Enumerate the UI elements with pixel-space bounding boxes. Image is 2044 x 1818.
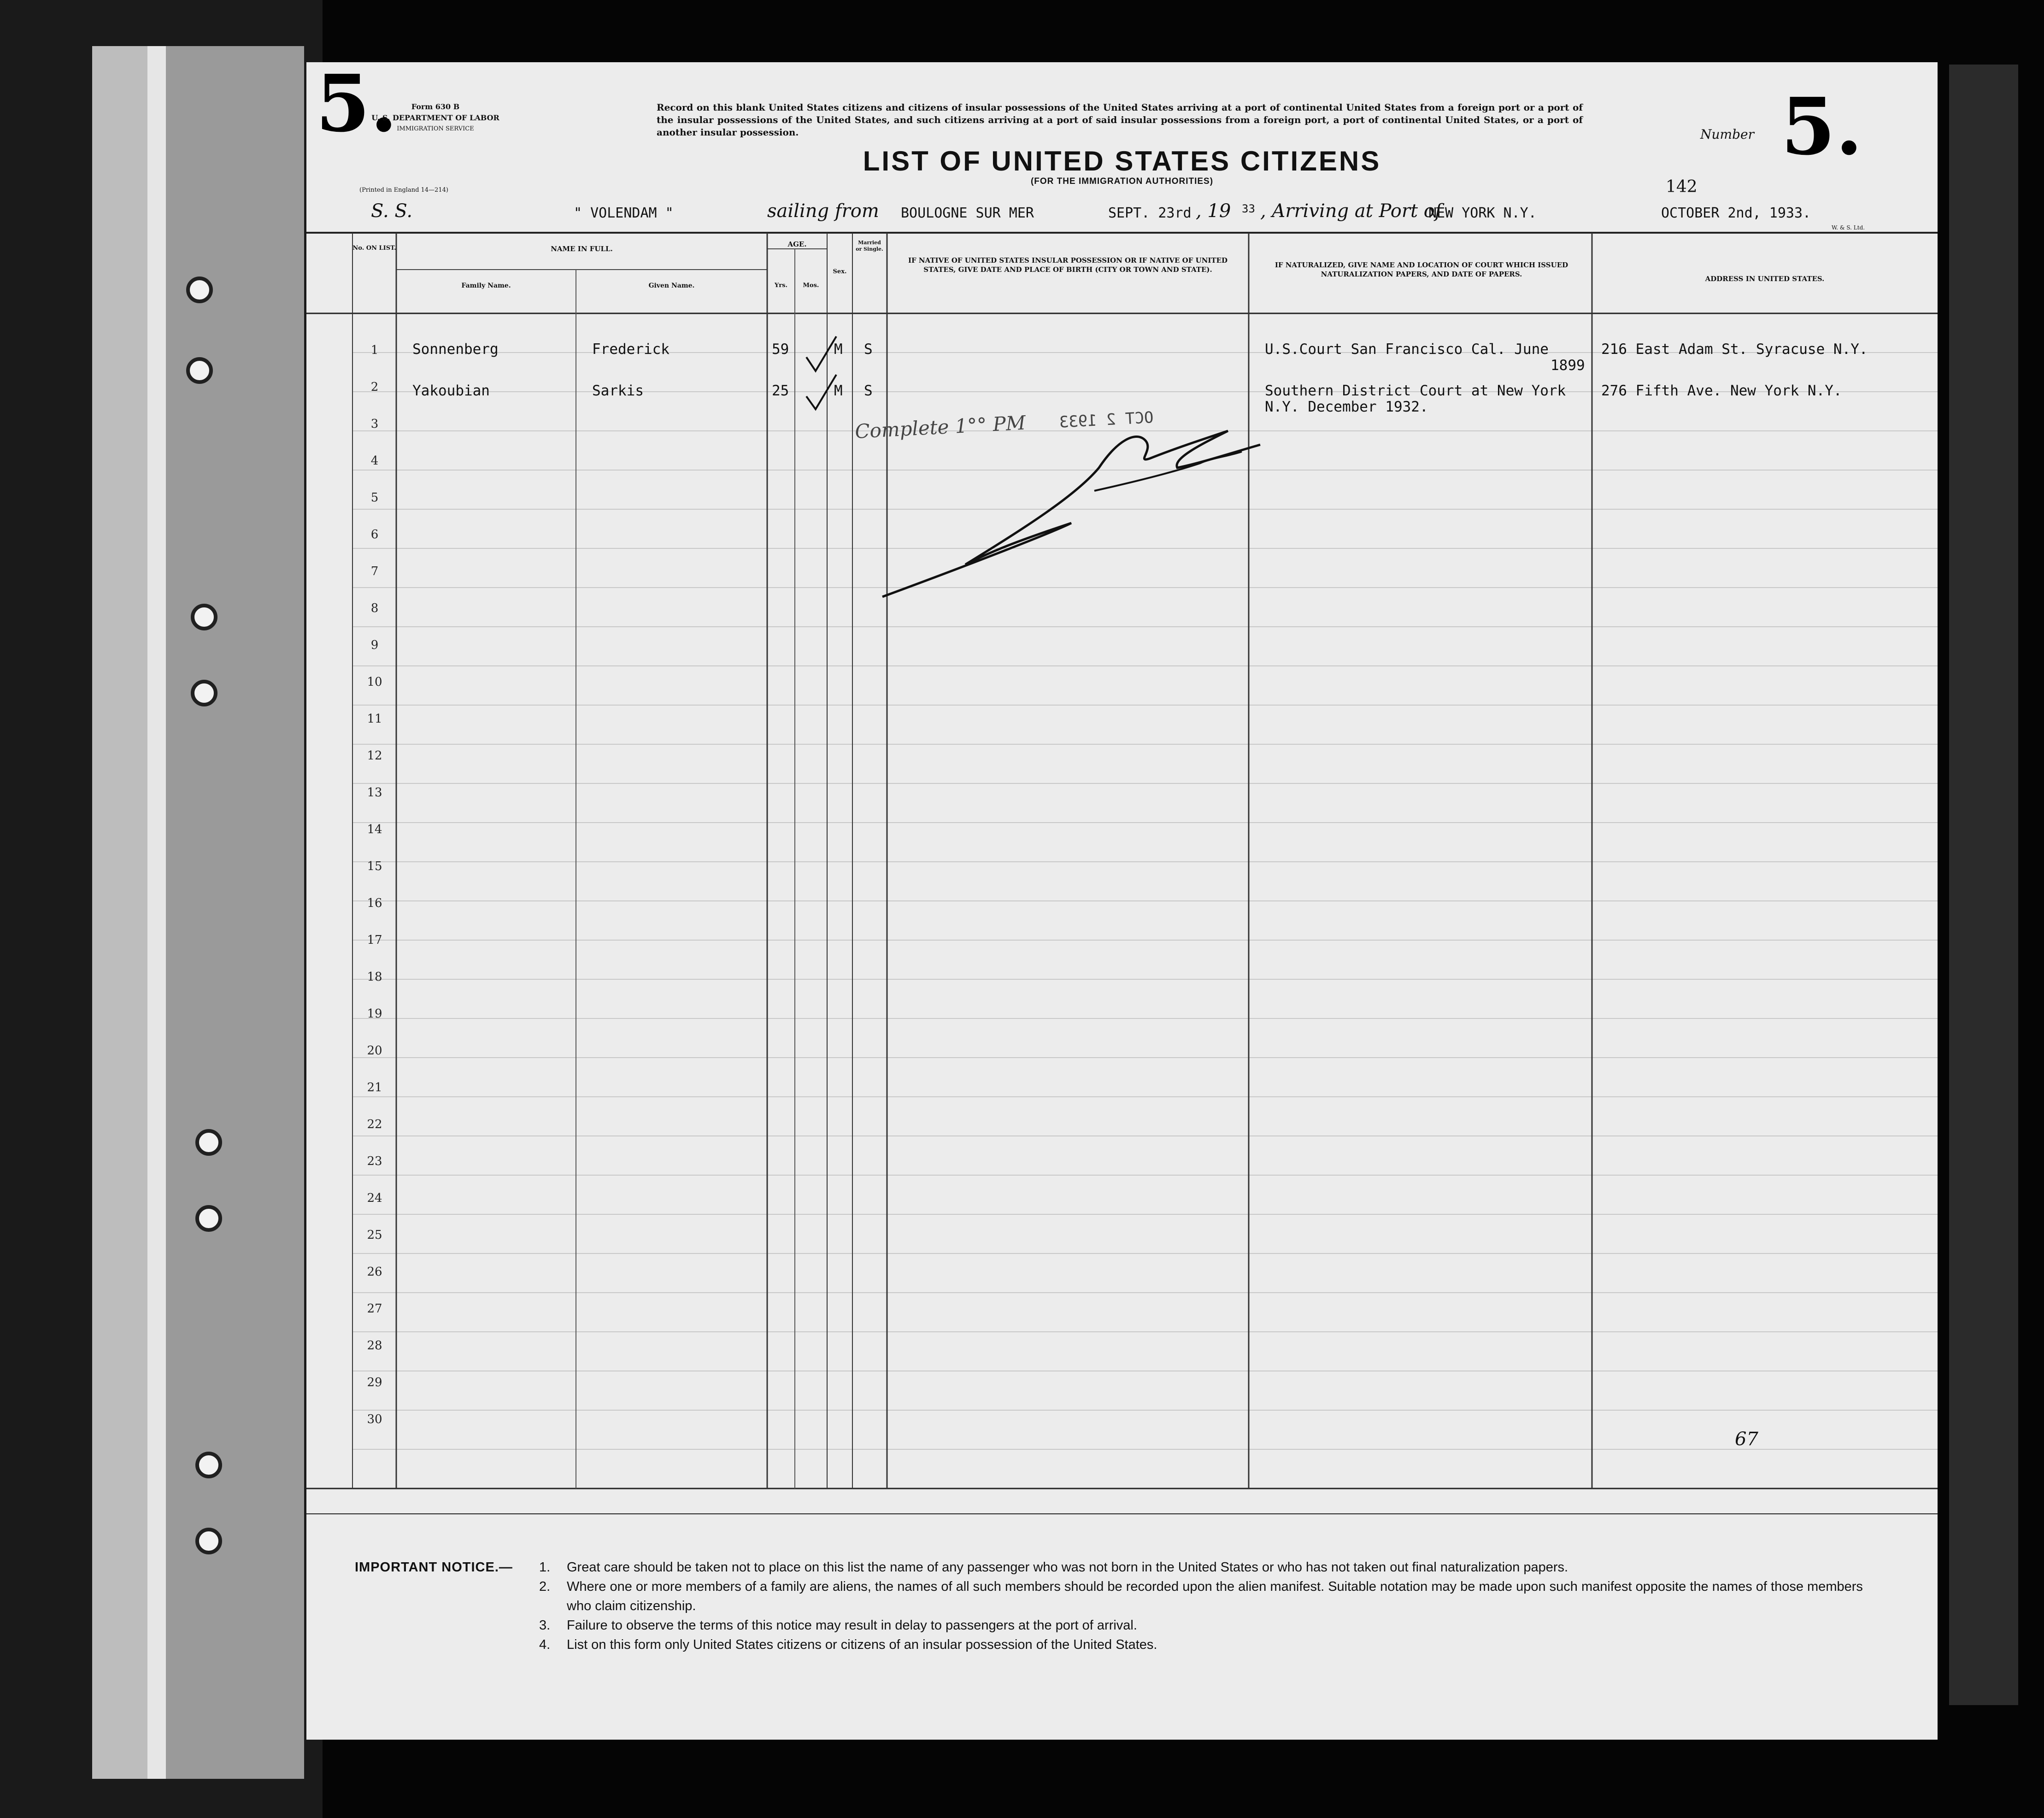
header-address: ADDRESS IN UNITED STATES. <box>1705 275 1825 283</box>
service: IMMIGRATION SERVICE <box>397 125 474 132</box>
binder-background <box>0 0 323 1818</box>
row-number: 18 <box>367 970 382 984</box>
binder-hole <box>195 1205 222 1232</box>
row-number: 12 <box>367 749 382 763</box>
row-number: 24 <box>367 1191 382 1205</box>
ship-name: " VOLENDAM " <box>574 205 674 221</box>
arrival-port: NEW YORK N.Y. <box>1428 205 1537 221</box>
completion-note: Complete 1°° PM <box>854 411 1027 443</box>
row-number: 14 <box>367 823 382 836</box>
header-naturalized-info: IF NATURALIZED, GIVE NAME AND LOCATION OF COURT WHICH ISSUED NATURALIZATION PAPERS, AND DATE OF PAPERS. <box>1275 261 1568 278</box>
printed-note: (Printed in England 14—214) <box>359 187 448 194</box>
row-number: 19 <box>367 1007 382 1021</box>
row-number: 2 <box>370 380 379 394</box>
header-given-name: Given Name. <box>648 282 695 289</box>
ss-label: S. S. <box>371 200 413 222</box>
row-number: 27 <box>367 1302 382 1316</box>
age-years: 59 <box>772 341 789 358</box>
notice-item: 3. Failure to observe the terms of this notice may result in delay to passengers at the port of arrival. <box>539 1618 1137 1633</box>
header-family-name: Family Name. <box>461 282 511 289</box>
row-number: 20 <box>367 1044 382 1058</box>
row-number: 5 <box>370 491 379 505</box>
age-years: 25 <box>772 382 789 399</box>
page-title: LIST OF UNITED STATES CITIZENS <box>863 146 1381 177</box>
binder-strip <box>147 46 166 1779</box>
notice-item: 1. Great care should be taken not to place on this list the name of any passenger who was not born in the United States or who has not taken out final naturalization papers. <box>539 1560 1568 1575</box>
row-number: 15 <box>367 859 382 873</box>
row-number: 26 <box>367 1265 382 1279</box>
row-number: 23 <box>367 1154 382 1168</box>
departure-date: SEPT. 23rd <box>1108 205 1192 221</box>
department: U. S. DEPARTMENT OF LABOR <box>371 113 499 122</box>
sheet-number-right: 5. <box>1781 81 1863 173</box>
row-number: 17 <box>367 933 382 947</box>
family-name: Yakoubian <box>412 382 490 399</box>
notice-heading: IMPORTANT NOTICE.— <box>355 1560 513 1575</box>
us-address: 216 East Adam St. Syracuse N.Y. <box>1601 341 1868 358</box>
binder-hole <box>195 1452 222 1478</box>
row-number: 3 <box>370 417 379 431</box>
marital-status: S <box>864 341 873 358</box>
row-number: 1 <box>370 343 379 357</box>
us-address: 276 Fifth Ave. New York N.Y. <box>1601 382 1842 399</box>
number-label: Number <box>1700 127 1754 142</box>
naturalization-date: N.Y. December 1932. <box>1265 399 1428 415</box>
header-married-or-single: Married or Single. <box>856 240 883 252</box>
header-mos: Mos. <box>803 282 819 289</box>
arriving-label: , Arriving at Port of <box>1260 200 1442 222</box>
row-number: 21 <box>367 1081 382 1094</box>
table-grid <box>306 62 1938 1740</box>
sheet-number-left: 5. <box>316 58 398 150</box>
row-number: 9 <box>370 638 379 652</box>
binder-hole <box>195 1528 222 1554</box>
naturalization-court: U.S.Court San Francisco Cal. June <box>1265 341 1549 358</box>
binder-hole <box>186 357 213 384</box>
family-name: Sonnenberg <box>412 341 499 358</box>
header-native-info: IF NATIVE OF UNITED STATES INSULAR POSSESSION OR IF NATIVE OF UNITED STATES, GIVE DATE AND PLACE OF BIRTH (CITY OR TOWN AND STATE). <box>908 256 1228 274</box>
row-number: 11 <box>367 712 382 726</box>
header-yrs: Yrs. <box>775 282 787 289</box>
page-subtitle: (FOR THE IMMIGRATION AUTHORITIES) <box>1030 177 1214 186</box>
departure-year: 33 <box>1242 202 1255 215</box>
row-number: 28 <box>367 1339 382 1353</box>
sex: M <box>834 382 843 399</box>
year-prefix: , 19 <box>1196 200 1231 222</box>
row-number: 10 <box>367 675 382 689</box>
departure-port: BOULOGNE SUR MER <box>901 205 1034 221</box>
printer-mark: W. & S. Ltd. <box>1832 224 1865 231</box>
sex: M <box>834 341 843 358</box>
row-number: 30 <box>367 1412 382 1426</box>
binder-hole <box>186 277 213 303</box>
row-number: 13 <box>367 786 382 800</box>
page-number: 67 <box>1735 1429 1758 1450</box>
given-name: Sarkis <box>592 382 644 399</box>
header-name-in-full: NAME IN FULL. <box>551 245 613 253</box>
notice-item: 4. List on this form only United States citizens or citizens of an insular possession of the United States. <box>539 1637 1157 1652</box>
marital-status: S <box>864 382 873 399</box>
row-number: 22 <box>367 1118 382 1131</box>
row-number: 7 <box>370 565 379 578</box>
notice-list <box>525 1558 1880 1654</box>
arrival-date: OCTOBER 2nd, 1933. <box>1661 205 1811 221</box>
row-number: 29 <box>367 1376 382 1389</box>
naturalization-date: 1899 <box>1551 357 1585 374</box>
manifest-sheet <box>306 58 1938 1740</box>
pencil-number: 142 <box>1666 177 1697 196</box>
header-age: AGE. <box>787 240 807 248</box>
sailing-label: sailing from <box>767 200 879 222</box>
row-number: 4 <box>370 454 379 468</box>
binder-hole <box>195 1129 222 1156</box>
notice-item: 2. Where one or more members of a family are aliens, the names of all such members should be recorded upon the alien manifest. Suitable notation may be made upon such manifest opposite the names of those members who claim citizenship. <box>539 1579 1863 1613</box>
row-number: 16 <box>367 896 382 910</box>
inspector-signature <box>878 412 1292 606</box>
form-number: Form 630 B <box>411 102 460 111</box>
header-sex: Sex. <box>833 268 847 275</box>
row-number: 8 <box>370 601 379 615</box>
given-name: Frederick <box>592 341 670 358</box>
row-number: 6 <box>370 528 379 541</box>
form-meta <box>366 101 505 135</box>
binder-strip <box>166 46 304 1779</box>
stamp-date: OCT 2 1933 <box>1059 408 1154 432</box>
header-no-on-list: No. ON LIST. <box>352 245 396 252</box>
page-edge-shadow <box>1949 65 2018 1705</box>
naturalization-court: Southern District Court at New York <box>1265 382 1566 399</box>
instructions: Record on this blank United States citizens and citizens of insular possessions of the United States arriving at a port of continental United States from a foreign port or a port of the insular possessions of the United States, and such citizens arriving at a port of said insular possessions from a foreign port, a port of continental United States, or a port of another insular possession. <box>657 102 1583 138</box>
binder-strip <box>92 46 147 1779</box>
binder-hole <box>191 604 217 630</box>
binder-hole <box>191 680 217 706</box>
row-number: 25 <box>367 1228 382 1242</box>
